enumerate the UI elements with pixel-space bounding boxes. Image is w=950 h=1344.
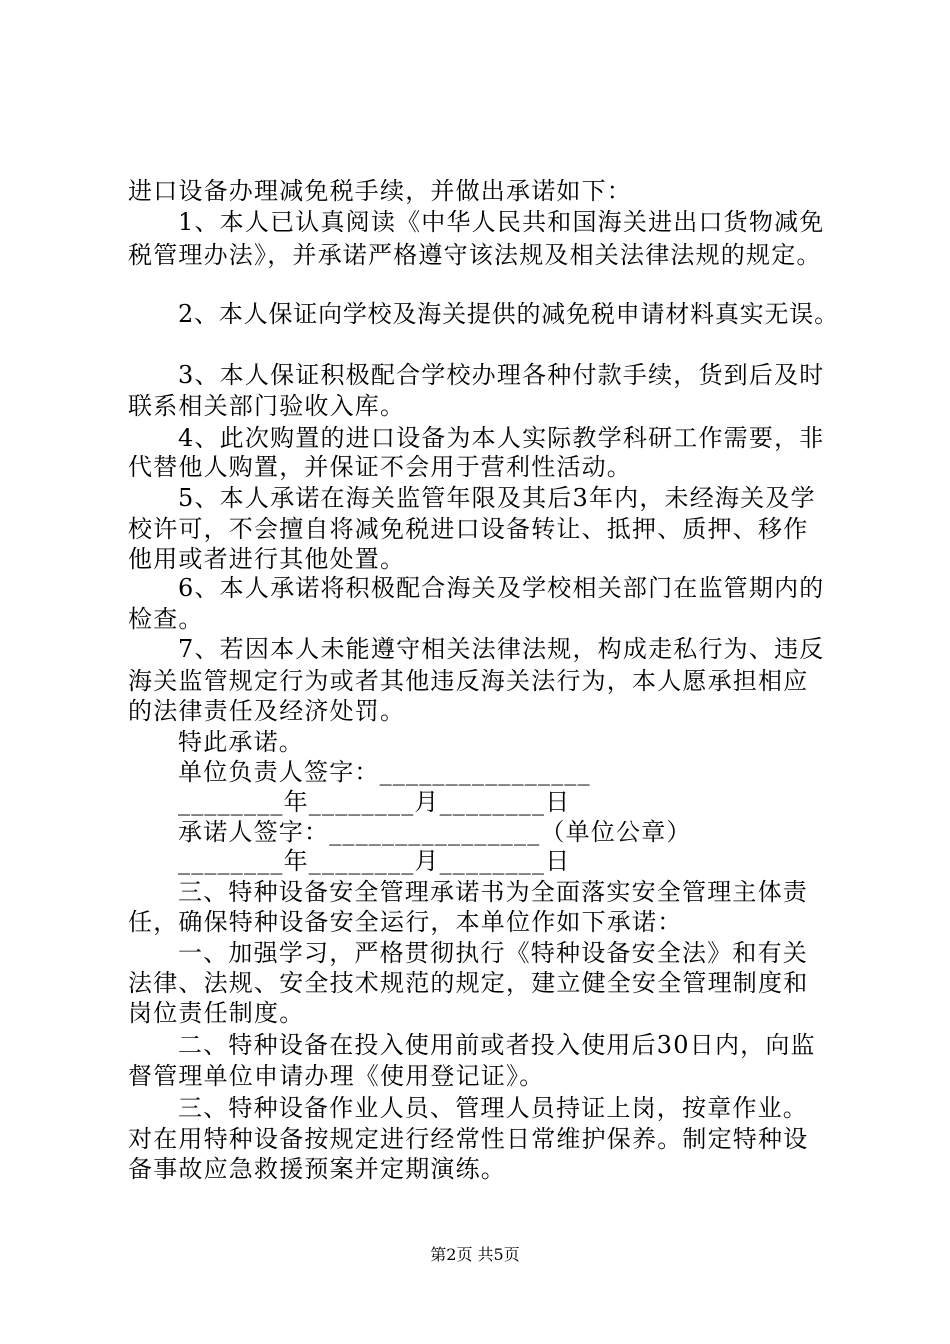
- date-line: ________年________月________日: [178, 788, 571, 816]
- text-line: 的法律责任及经济处罚。: [128, 697, 406, 725]
- text-line: 6、本人承诺将积极配合海关及学校相关部门在监管期内的: [178, 574, 825, 602]
- text-line: 对在用特种设备按规定进行经常性日常维护保养。制定特种设: [128, 1125, 809, 1153]
- date-line: ________年________月________日: [178, 847, 571, 875]
- text-line: 法律、法规、安全技术规范的规定，建立健全安全管理制度和: [128, 969, 809, 997]
- text-line: 5、本人承诺在海关监管年限及其后3年内，未经海关及学: [178, 484, 816, 512]
- text-line: 海关监管规定行为或者其他违反海关法行为，本人愿承担相应: [128, 667, 809, 695]
- text-line: 检查。: [128, 605, 204, 633]
- text-line: 任，确保特种设备安全运行，本单位作如下承诺：: [128, 908, 683, 936]
- text-line: 代替他人购置，并保证不会用于营利性活动。: [128, 453, 632, 481]
- text-line: 三、特种设备安全管理承诺书为全面落实安全管理主体责: [178, 878, 808, 906]
- text-line: 三、特种设备作业人员、管理人员持证上岗，按章作业。: [178, 1094, 808, 1122]
- text-line: 岗位责任制度。: [128, 999, 305, 1027]
- text-line: 4、此次购置的进口设备为本人实际教学科研工作需要，非: [178, 424, 825, 452]
- text-line: 一、加强学习，严格贯彻执行《特种设备安全法》和有关: [178, 939, 808, 967]
- text-line: 7、若因本人未能遵守相关法律法规，构成走私行为、违反: [178, 635, 825, 663]
- text-line: 1、本人已认真阅读《中华人民共和国海关进出口货物减免: [178, 208, 825, 236]
- text-line: 二、特种设备在投入使用前或者投入使用后30日内，向监: [178, 1031, 816, 1059]
- text-line: 联系相关部门验收入库。: [128, 392, 406, 420]
- text-line: 备事故应急救援预案并定期演练。: [128, 1155, 506, 1183]
- text-line: 他用或者进行其他处置。: [128, 545, 406, 573]
- signature-line-promisor: 承诺人签字：________________（单位公章）: [178, 818, 692, 846]
- text-line: 3、本人保证积极配合学校办理各种付款手续，货到后及时: [178, 361, 825, 389]
- text-line: 2、本人保证向学校及海关提供的减免税申请材料真实无误。: [178, 300, 839, 328]
- text-line: 特此承诺。: [178, 728, 304, 756]
- text-line: 进口设备办理减免税手续，并做出承诺如下：: [128, 177, 632, 205]
- signature-line-unit-head: 单位负责人签字：________________: [178, 758, 591, 786]
- text-line: 校许可，不会擅自将减免税进口设备转让、抵押、质押、移作: [128, 515, 809, 543]
- text-line: 税管理办法》，并承诺严格遵守该法规及相关法律法规的规定。: [128, 241, 822, 269]
- page-number: 第2页 共5页: [430, 1245, 520, 1264]
- text-line: 督管理单位申请办理《使用登记证》。: [128, 1062, 545, 1090]
